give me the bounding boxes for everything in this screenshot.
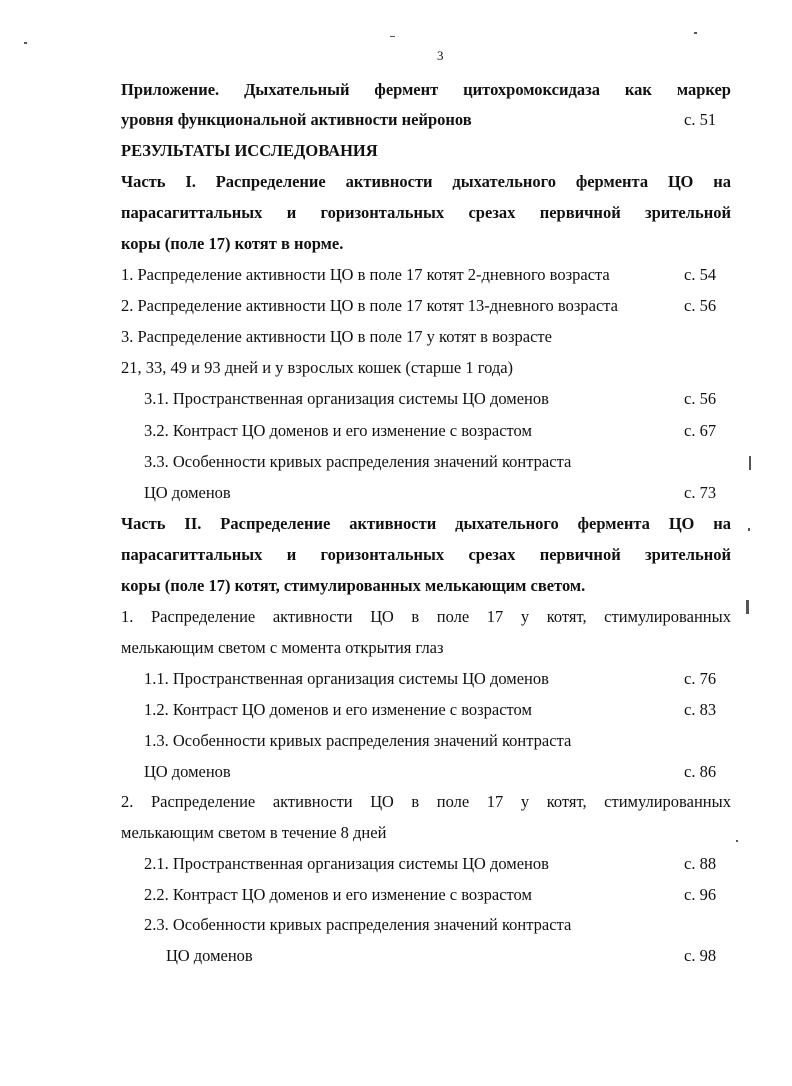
part1-sub31: 3.1. Пространственная организация системы ЦО доменов xyxy=(144,389,549,408)
scan-speck xyxy=(390,36,395,37)
part2-title-line1: Часть II. Распределение активности дыхательного фермента ЦО на xyxy=(121,514,731,533)
part1-title-line3: коры (поле 17) котят в норме. xyxy=(121,234,344,253)
scan-speck xyxy=(694,32,697,34)
part1-item3-line2: 21, 33, 49 и 93 дней и у взрослых кошек (старше 1 года) xyxy=(121,358,514,377)
part1-item2: 2. Распределение активности ЦО в поле 17 котят 13-дневного возраста xyxy=(121,296,619,315)
part1-sub32-page: с. 67 xyxy=(684,421,717,440)
appendix-title-line1: Приложение. Дыхательный фермент цитохромоксидаза как маркер xyxy=(121,80,731,99)
part1-item3-line1: 3. Распределение активности ЦО в поле 17 у котят в возрасте xyxy=(121,327,552,346)
part2-sub13-line2: ЦО доменов xyxy=(144,762,231,781)
part2-sub13-line1: 1.3. Особенности кривых распределения значений контраста xyxy=(144,731,572,750)
appendix-page: с. 51 xyxy=(684,110,717,129)
part1-item1-page: с. 54 xyxy=(684,265,717,284)
scan-speck xyxy=(736,840,738,842)
part2-sub22: 2.2. Контраст ЦО доменов и его изменение с возрастом xyxy=(144,885,532,904)
part1-sub31-page: с. 56 xyxy=(684,389,717,408)
part1-item2-page: с. 56 xyxy=(684,296,717,315)
part2-sub11: 1.1. Пространственная организация системы ЦО доменов xyxy=(144,669,549,688)
part2-item2-line2: мелькающим светом в течение 8 дней xyxy=(121,823,387,842)
part2-title-line3: коры (поле 17) котят, стимулированных мелькающим светом. xyxy=(121,576,586,595)
part1-sub33-line1: 3.3. Особенности кривых распределения значений контраста xyxy=(144,452,572,471)
part1-item1: 1. Распределение активности ЦО в поле 17 котят 2-дневного возраста xyxy=(121,265,610,284)
scan-speck xyxy=(748,528,750,531)
part2-item1-line1: 1. Распределение активности ЦО в поле 17 у котят, стимулированных xyxy=(121,607,731,626)
part2-item1-line2: мелькающим светом с момента открытия глаз xyxy=(121,638,444,657)
part2-sub23-page: с. 98 xyxy=(684,946,717,965)
part2-sub11-page: с. 76 xyxy=(684,669,717,688)
part1-title-line1: Часть I. Распределение активности дыхательного фермента ЦО на xyxy=(121,172,731,191)
part1-title-line2: парасагиттальных и горизонтальных срезах первичной зрительной xyxy=(121,203,731,222)
part2-sub23-line1: 2.3. Особенности кривых распределения значений контраста xyxy=(144,915,572,934)
scan-speck xyxy=(746,600,749,614)
results-heading: РЕЗУЛЬТАТЫ ИССЛЕДОВАНИЯ xyxy=(121,141,378,160)
part2-sub23-line2: ЦО доменов xyxy=(166,946,253,965)
part2-sub13-page: с. 86 xyxy=(684,762,717,781)
scan-speck xyxy=(749,456,751,470)
part1-sub33-line2: ЦО доменов xyxy=(144,483,231,502)
appendix-title-line2: уровня функциональной активности нейронов xyxy=(121,110,472,129)
part2-title-line2: парасагиттальных и горизонтальных срезах первичной зрительной xyxy=(121,545,731,564)
part2-item2-line1: 2. Распределение активности ЦО в поле 17 у котят, стимулированных xyxy=(121,792,731,811)
part1-sub32: 3.2. Контраст ЦО доменов и его изменение с возрастом xyxy=(144,421,532,440)
part1-sub33-page: с. 73 xyxy=(684,483,717,502)
page-number: 3 xyxy=(437,48,444,63)
part2-sub21-page: с. 88 xyxy=(684,854,717,873)
part2-sub21: 2.1. Пространственная организация системы ЦО доменов xyxy=(144,854,549,873)
part2-sub22-page: с. 96 xyxy=(684,885,717,904)
scan-speck xyxy=(24,42,27,44)
part2-sub12: 1.2. Контраст ЦО доменов и его изменение с возрастом xyxy=(144,700,532,719)
part2-sub12-page: с. 83 xyxy=(684,700,717,719)
